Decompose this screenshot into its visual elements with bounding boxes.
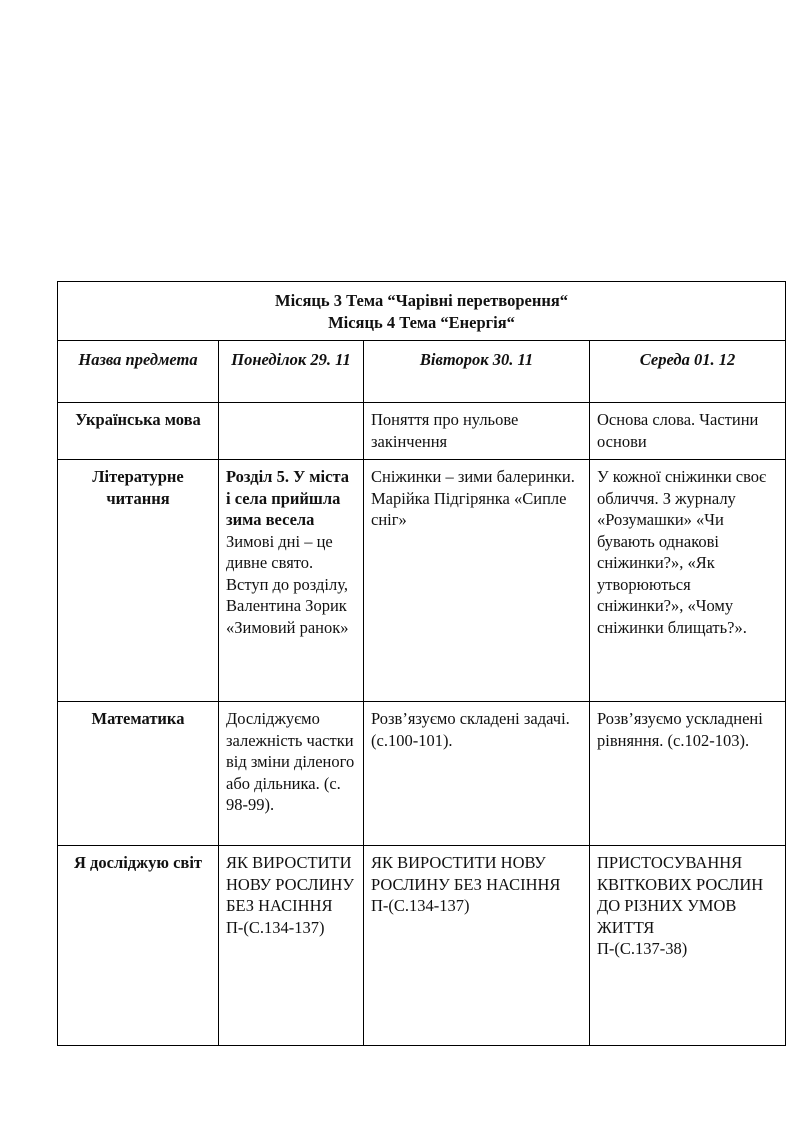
lesson-pages: П-(С.134-137) [226, 917, 325, 937]
wednesday-cell: Розв’язуємо ускладнені рівняння. (с.102-103). [590, 702, 786, 846]
lesson-text: Зимові дні – це дивне свято. Вступ до розділу, Валентина Зорик «Зимовий ранок» [226, 531, 349, 637]
lesson-text: ЯК ВИРОСТИТИ НОВУ РОСЛИНУ БЕЗ НАСІННЯ [226, 853, 355, 915]
lesson-text: ЯК ВИРОСТИТИ НОВУ РОСЛИНУ БЕЗ НАСІННЯ [371, 853, 561, 894]
col-header-subject: Назва предмета [58, 341, 219, 403]
tuesday-cell: Сніжинки – зими балеринки. Марійка Підгірянка «Сипле сніг» [364, 460, 590, 702]
schedule-table [57, 281, 786, 1046]
header-row [58, 341, 786, 403]
subject-cell: Я досліджую світ [58, 846, 219, 1046]
lesson-pages: П-(С.137-38) [597, 939, 688, 958]
table-row [58, 460, 786, 702]
wednesday-cell: У кожної сніжинки своє обличчя. З журналу «Розумашки» «Чи бувають однакові сніжинки?», «Як утворюються сніжинки?», «Чому сніжинки блищать?». [590, 460, 786, 702]
monday-cell [219, 460, 364, 702]
tuesday-cell: Розв’язуємо складені задачі. (с.100-101). [364, 702, 590, 846]
subject-cell: Українська мова [58, 403, 219, 460]
col-header-tuesday: Вівторок 30. 11 [364, 341, 590, 403]
monday-cell [219, 403, 364, 460]
table-row [58, 702, 786, 846]
col-header-monday: Понеділок 29. 11 [219, 341, 364, 403]
tuesday-cell [364, 846, 590, 1046]
title-line-1: Місяць 3 Тема “Чарівні перетворення“ [275, 291, 569, 310]
subject-cell: Літературне читання [58, 460, 219, 702]
lesson-pages: П-(С.134-137) [371, 896, 470, 915]
table-row [58, 403, 786, 460]
wednesday-cell: Основа слова. Частини основи [590, 403, 786, 460]
table-row [58, 846, 786, 1046]
monday-cell: Досліджуємо залежність частки від зміни діленого або дільника. (с. 98-99). [219, 702, 364, 846]
title-row [58, 282, 786, 341]
col-header-wednesday: Середа 01. 12 [590, 341, 786, 403]
wednesday-cell [590, 846, 786, 1046]
lesson-text: ПРИСТОСУВАННЯ КВІТКОВИХ РОСЛИН ДО РІЗНИХ УМОВ ЖИТТЯ [597, 853, 764, 937]
lesson-title: Розділ 5. У міста і села прийшла зима весела [226, 467, 350, 529]
tuesday-cell: Поняття про нульове закінчення [364, 403, 590, 460]
subject-cell: Математика [58, 702, 219, 846]
monday-cell [219, 846, 364, 1046]
title-line-2: Місяць 4 Тема “Енергія“ [328, 312, 515, 332]
schedule-title [58, 282, 786, 341]
